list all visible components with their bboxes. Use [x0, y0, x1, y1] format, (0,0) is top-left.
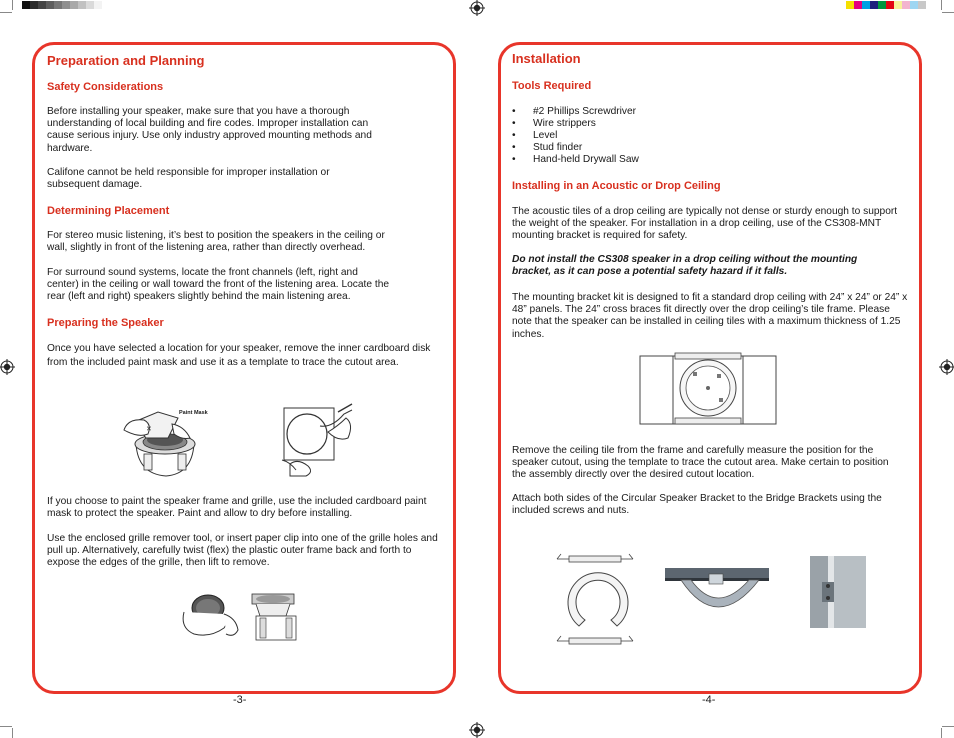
color-calibration-bar — [846, 1, 926, 9]
page-number: -3- — [233, 694, 247, 706]
tools-list — [512, 106, 639, 166]
bullet-icon: • — [512, 154, 516, 165]
calibration-swatch — [878, 1, 886, 9]
crop-mark — [941, 728, 942, 738]
grille-removal-illustration — [180, 588, 300, 644]
tool-label: #2 Phillips Screwdriver — [533, 106, 637, 117]
calibration-swatch — [62, 1, 70, 9]
crop-mark — [12, 0, 13, 10]
tool-label: Stud finder — [533, 142, 583, 153]
crop-mark — [0, 726, 12, 727]
bridge-bracket-parts-illustration — [555, 550, 635, 650]
section-heading: Tools Required — [512, 80, 592, 92]
calibration-swatch — [78, 1, 86, 9]
bullet-icon: • — [512, 142, 516, 153]
paragraph: Use the enclosed grille remover tool, or insert paper clip into one of the grille holes and pull up. Alternatively, carefully twist (flex) the plastic outer frame back and forth to expose the edges of the grille, then lift to remove. — [47, 533, 438, 569]
crop-mark — [12, 728, 13, 738]
calibration-swatch — [846, 1, 854, 9]
tool-label: Level — [533, 130, 558, 141]
calibration-swatch — [30, 1, 38, 9]
calibration-swatch — [854, 1, 862, 9]
calibration-swatch — [94, 1, 102, 9]
calibration-swatch — [918, 1, 926, 9]
crop-mark — [942, 726, 954, 727]
tool-label: Wire strippers — [533, 118, 596, 129]
calibration-swatch — [70, 1, 78, 9]
paragraph: Attach both sides of the Circular Speaker Bracket to the Bridge Brackets using the included screws and nuts. — [512, 493, 882, 517]
section-heading: Safety Considerations — [47, 81, 164, 93]
calibration-swatch — [894, 1, 902, 9]
bullet-icon: • — [512, 106, 516, 117]
svg-text:✕: ✕ — [146, 425, 152, 433]
list-item — [512, 142, 639, 154]
paragraph: For surround sound systems, locate the front channels (left, right and center) in the ceiling or wall toward the front of the listening area. Locate the rear (left and right) speakers slightly behind the main listening area. — [47, 267, 390, 303]
paragraph: The mounting bracket kit is designed to fit a standard drop ceiling with 24” x 24” or 24” x 48” panels. The 24” cross braces fit directly over the drop ceiling’s tile frame. Please note that the speaker can be installed in ceiling tiles with a maximum thickness of 1.25 inches. — [512, 292, 908, 340]
calibration-swatch — [86, 1, 94, 9]
calibration-swatch — [870, 1, 878, 9]
bracket-closeup-photo — [810, 556, 866, 628]
registration-mark-icon — [0, 358, 16, 376]
section-heading: Installing in an Acoustic or Drop Ceiling — [512, 180, 721, 192]
paragraph: The acoustic tiles of a drop ceiling are typically not dense or sturdy enough to support the weight of the speaker. For installation in a drop ceiling, use of the CS308-MNT mounting bracket is required for safety. — [512, 206, 898, 242]
grayscale-calibration-bar — [22, 1, 102, 9]
paragraph: For stereo music listening, it’s best to position the speakers in the ceiling or wall, slightly in front of the listening area, rather than directly overhead. — [47, 230, 385, 254]
paragraph: Before installing your speaker, make sure that you have a thorough understanding of local building and fire codes. Improper installation can cause serious injury. Use only industry approved mounting methods and hardware. — [47, 106, 372, 154]
bracket-attached-illustration — [665, 564, 769, 622]
drop-ceiling-bracket-illustration — [639, 352, 777, 426]
page-number: -4- — [702, 694, 716, 706]
page-title: Installation — [512, 51, 581, 66]
list-item — [512, 106, 639, 118]
calibration-swatch — [54, 1, 62, 9]
calibration-swatch — [46, 1, 54, 9]
trace-template-illustration — [280, 402, 356, 478]
paragraph: If you choose to paint the speaker frame and grille, use the included cardboard paint mask to protect the speaker. Paint and allow to dry before installing. — [47, 496, 427, 520]
safety-warning: Do not install the CS308 speaker in a drop ceiling without the mounting bracket, as it can pose a potential safety hazard if it falls. — [512, 254, 858, 278]
section-heading: Preparing the Speaker — [47, 317, 164, 329]
paint-mask-label: Paint Mask — [179, 410, 208, 416]
list-item — [512, 118, 639, 130]
tool-label: Hand-held Drywall Saw — [533, 154, 639, 165]
list-item — [512, 130, 639, 142]
bullet-icon: • — [512, 118, 516, 129]
page-title: Preparation and Planning — [47, 53, 205, 68]
calibration-swatch — [862, 1, 870, 9]
crop-mark — [942, 12, 954, 13]
paragraph: Califone cannot be held responsible for improper installation or subsequent damage. — [47, 167, 330, 191]
paragraph: Remove the ceiling tile from the frame and carefully measure the position for the speaker cutout, using the template to trace the cutout area. Make certain to position the assembly directly over the desired cutout location. — [512, 445, 889, 481]
calibration-swatch — [910, 1, 918, 9]
calibration-swatch — [38, 1, 46, 9]
list-item — [512, 154, 639, 166]
section-heading: Determining Placement — [47, 205, 170, 217]
registration-mark-icon — [938, 358, 954, 376]
calibration-swatch — [22, 1, 30, 9]
registration-mark-icon — [468, 720, 486, 738]
calibration-swatch — [902, 1, 910, 9]
calibration-swatch — [886, 1, 894, 9]
crop-mark — [0, 12, 12, 13]
registration-mark-icon — [468, 0, 486, 18]
crop-mark — [941, 0, 942, 10]
bullet-icon: • — [512, 130, 516, 141]
paragraph: Once you have selected a location for your speaker, remove the inner cardboard disk from the included paint mask and use it as a template to trace the cutout area. — [47, 343, 431, 368]
